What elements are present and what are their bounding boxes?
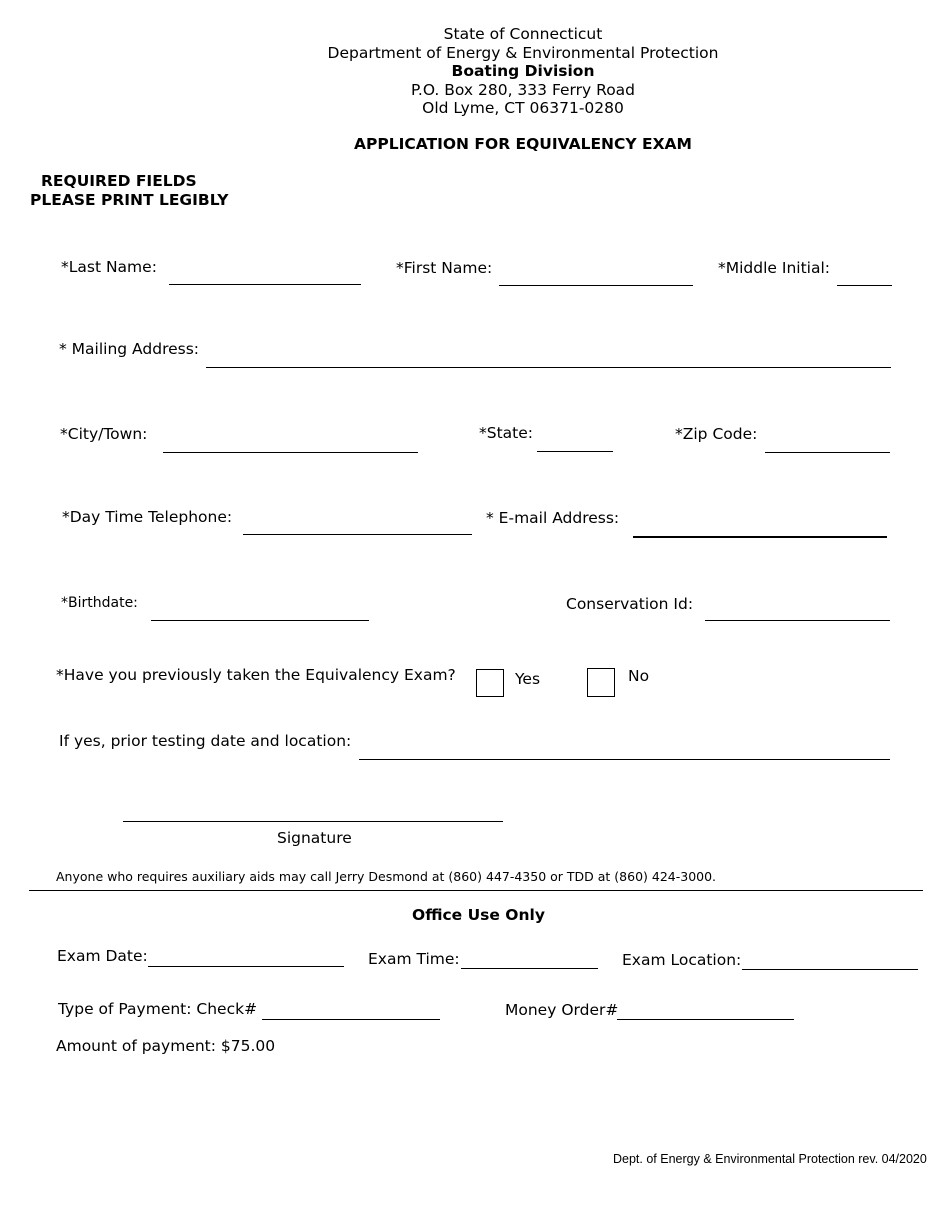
day-phone-label: *Day Time Telephone: bbox=[62, 508, 233, 526]
exam-location-label: Exam Location: bbox=[622, 951, 742, 969]
payment-type-label: Type of Payment: Check# bbox=[58, 1000, 258, 1018]
no-label: No bbox=[628, 667, 650, 685]
accessibility-notice: Anyone who requires auxiliary aids may call Jerry Desmond at (860) 447-4350 or TDD at (860) 424-3000. bbox=[56, 869, 717, 884]
exam-date-label: Exam Date: bbox=[57, 947, 148, 965]
yes-label: Yes bbox=[515, 670, 541, 688]
email-field[interactable] bbox=[633, 536, 887, 538]
office-use-title: Office Use Only bbox=[412, 906, 545, 924]
zip-code-field[interactable] bbox=[765, 452, 890, 453]
mailing-address-label: * Mailing Address: bbox=[59, 340, 200, 358]
previous-exam-question: *Have you previously taken the Equivalency Exam? bbox=[56, 666, 456, 684]
last-name-label: *Last Name: bbox=[61, 258, 157, 276]
form-title: APPLICATION FOR EQUIVALENCY EXAM bbox=[354, 135, 692, 153]
header-address-line1: P.O. Box 280, 333 Ferry Road bbox=[410, 80, 636, 99]
check-number-field[interactable] bbox=[262, 1019, 440, 1020]
exam-time-field[interactable] bbox=[461, 968, 598, 969]
header-address-line2: Old Lyme, CT 06371-0280 bbox=[422, 99, 624, 118]
middle-initial-field[interactable] bbox=[837, 285, 892, 286]
prior-testing-field[interactable] bbox=[359, 759, 890, 760]
conservation-id-label: Conservation Id: bbox=[566, 595, 694, 613]
state-field[interactable] bbox=[537, 451, 613, 452]
header-state: State of Connecticut bbox=[443, 25, 603, 43]
section-divider bbox=[29, 890, 923, 891]
signature-label: Signature bbox=[277, 829, 352, 847]
birthdate-label: *Birthdate: bbox=[61, 595, 138, 611]
zip-code-label: *Zip Code: bbox=[675, 425, 758, 443]
exam-location-field[interactable] bbox=[742, 969, 918, 970]
first-name-label: *First Name: bbox=[396, 259, 493, 277]
header-division: Boating Division bbox=[451, 62, 595, 81]
print-legibly-note: PLEASE PRINT LEGIBLY bbox=[30, 191, 229, 209]
no-checkbox[interactable] bbox=[587, 668, 615, 697]
city-town-field[interactable] bbox=[163, 452, 418, 453]
signature-field[interactable] bbox=[123, 821, 503, 822]
day-phone-field[interactable] bbox=[243, 534, 472, 535]
first-name-field[interactable] bbox=[499, 285, 693, 286]
city-town-label: *City/Town: bbox=[60, 425, 148, 443]
mailing-address-field[interactable] bbox=[206, 367, 891, 368]
money-order-field[interactable] bbox=[617, 1019, 794, 1020]
header-department: Department of Energy & Environmental Protection bbox=[327, 43, 719, 62]
birthdate-field[interactable] bbox=[151, 620, 369, 621]
state-label: *State: bbox=[479, 424, 534, 442]
prior-testing-label: If yes, prior testing date and location: bbox=[59, 732, 352, 750]
required-fields-note: REQUIRED FIELDS bbox=[41, 172, 197, 190]
money-order-label: Money Order# bbox=[505, 1001, 619, 1019]
last-name-field[interactable] bbox=[169, 284, 361, 285]
middle-initial-label: *Middle Initial: bbox=[718, 259, 830, 277]
footer-revision: Dept. of Energy & Environmental Protection rev. 04/2020 bbox=[613, 1152, 927, 1166]
header-block bbox=[0, 25, 950, 118]
yes-checkbox[interactable] bbox=[476, 669, 504, 697]
email-label: * E-mail Address: bbox=[486, 509, 620, 527]
conservation-id-field[interactable] bbox=[705, 620, 890, 621]
exam-time-label: Exam Time: bbox=[368, 950, 460, 968]
exam-date-field[interactable] bbox=[148, 966, 344, 967]
payment-amount: Amount of payment: $75.00 bbox=[56, 1037, 276, 1055]
